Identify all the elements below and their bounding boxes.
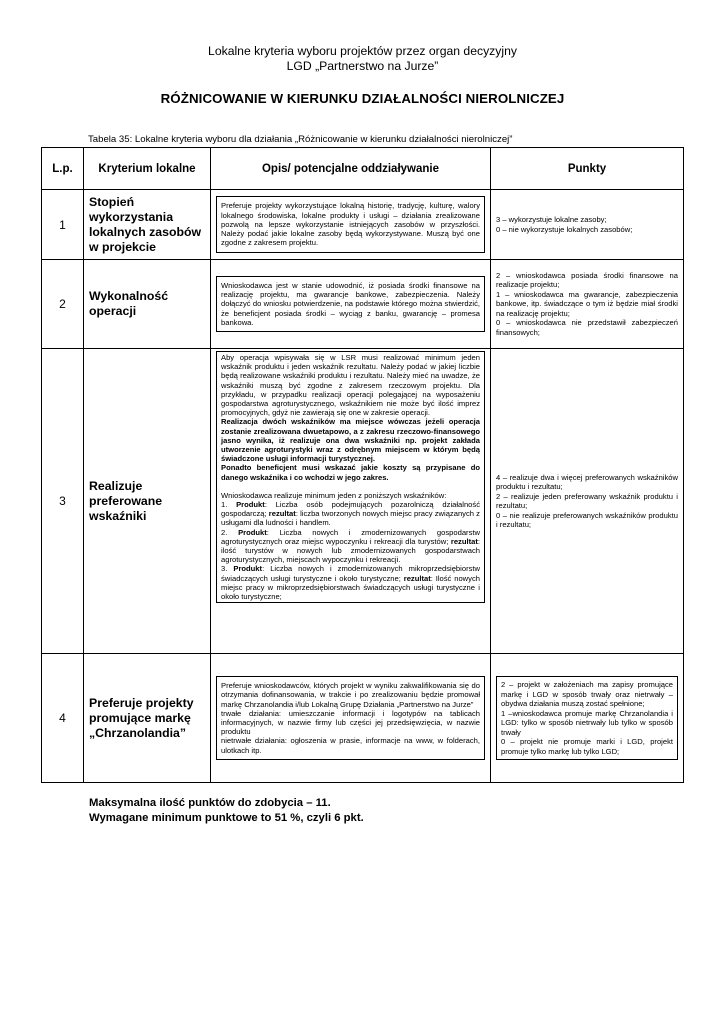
points-item: 1 –wnioskodawca promuje markę Chrzanolandia i LGD: tylko w sposób nietrwały lub tylko w sposób trwały [501,708,673,737]
table-header-row [42,148,684,190]
description-text: Preferuje wnioskodawców, których projekt w wyniku zakwalifikowania się do otrzymania dofinansowania, w trakcie i po zrealizowaniu będzie promował markę Chrzanolandia i/lub Lokalną Grupę Działania „Partnerstwo na Jurze” [221,681,480,709]
description-bold-2: Ponadto beneficjent musi wskazać jakie koszty są przypisane do danego wskaźnika i co wchodzi w jego zakres. [221,463,480,482]
description-text: trwałe działania: umieszczanie informacji i logotypów na tablicach informacyjnych, w nazwie firmy lub części jej przedsięwzięcia, w nazwie produktu [221,708,480,737]
row-description [211,190,491,260]
points-item: 0 – projekt nie promuje marki i LGD, projekt promuje tylko markę lub tylko LGD; [501,737,673,756]
header-lp: L.p. [42,148,84,190]
row-lp: 1 [42,190,84,260]
header-description: Opis/ potencjalne oddziaływanie [211,148,491,190]
table-row [42,349,684,654]
row-lp: 3 [42,349,84,654]
header-points: Punkty [491,148,684,190]
header-line-2: LGD „Partnerstwo na Jurze” [286,59,439,73]
points-item: 2 – projekt w założeniach ma zapisy promujące markę i LGD w sposób trwały oraz nietrwały – obydwa działania muszą zostać spełnione; [501,680,673,708]
points-item: 3 – wykorzystuje lokalne zasoby; [496,215,607,224]
page-title: RÓŻNICOWANIE W KIERUNKU DZIAŁALNOŚCI NIEROLNICZEJ [160,91,565,106]
points-item: 1 – wnioskodawca ma gwarancje, zabezpieczenia bankowe, itp. świadczące o tym iż będzie miał środki na realizację projektu; [496,289,678,318]
points-item: 0 – nie realizuje preferowanych wskaźników produktu i rezultatu; [496,510,678,529]
row-description [211,654,491,783]
row-points [491,190,684,260]
row-criterion: Preferuje projekty promujące markę „Chrzanolandia” [84,654,211,783]
description-intro: Aby operacja wpisywała się w LSR musi realizować minimum jeden wskaźnik produktu i jeden wskaźnik rezultatu. Należy podać w jakiej liczbie będą realizowane wskaźniki produktu i rezultatu. Należy mieć na uwadze, że wskaźniki muszą być zgodne z zakresem rzeczowym projektu. Dla przykładu, w przypadku realizacji operacji polegającej na wyposażeniu gospodarstwa agroturystycznego, wskaźnikiem nie może być ilość imprez promocyjnych, gdyż nie zawierają się one w zakresie operacji. [221,353,480,418]
row-criterion: Realizuje preferowane wskaźniki [84,349,211,654]
table-caption: Tabela 35: Lokalne kryteria wyboru dla działania „Różnicowanie w kierunku działalności nierolniczej” [88,134,513,145]
points-item: 0 – wnioskodawca nie przedstawił zabezpieczeń finansowych; [496,318,678,337]
description-text: Preferuje projekty wykorzystujące lokalną historię, tradycję, kulturę, walory lokalnego środowiska, lokalne produkty i usługi – działania zrealizowane pozwolą na lepsze wykorzystanie istniejących zasobów w przyszłości. Należy podać jakie lokalne zasoby będą wykorzystywane. Muszą być one zgodne z zakresem projektu. [221,201,480,248]
row-points [491,349,684,654]
table-row [42,654,684,783]
row-lp: 4 [42,654,84,783]
row-criterion: Wykonalność operacji [84,260,211,349]
indicator-item: 1. Produkt: Liczba osób podejmujących pozarolniczą działalność gospodarczą; rezultat: liczba tworzonych nowych miejsc pracy związanych z usługami dla ludności i handlem. [221,500,480,528]
header-criterion: Kryterium lokalne [84,148,211,190]
indicator-item: 2. Produkt: Liczba nowych i zmodernizowanych gospodarstw agroturystycznych oraz miejsc wypoczynku i rekreacji dla turystów; rezultat: ilość turystów w nowych lub zmodernizowanych gospodarstwach agroturystycznych, miejscach wypoczynku i rekreacji. [221,527,480,565]
description-bold-1: Realizacja dwóch wskaźników ma miejsce wówczas jeżeli operacja zostanie zrealizowana dwuetapowo, a z zakresu rzeczowo-finansowego jasno wynika, iż realizuje ona dwa wskaźniki np. projekt zakłada utworzenie agroturystyki wraz z odrębnym miejscem w którym będą świadczone usługi informacji turystycznej. [221,417,480,464]
description-text: Wnioskodawca jest w stanie udowodnić, iż posiada środki finansowe na realizację projektu, ma gwarancje bankowe, zabezpieczenia. Należy dołączyć do wniosku potwierdzenie, na podstawie którego można stwierdzić, że beneficjent posiada środki – wyciąg z banku, gwarancję – promesa bankowa. [221,280,480,327]
header-line-1: Lokalne kryteria wyboru projektów przez organ decyzyjny [208,44,517,58]
points-item: 4 – realizuje dwa i więcej preferowanych wskaźników produktu i rezultatu; [496,472,678,491]
points-item: 0 – nie wykorzystuje lokalnych zasobów; [496,224,633,234]
row-lp: 2 [42,260,84,349]
max-points-text: Maksymalna ilość punktów do zdobycia – 11. [89,797,331,809]
row-description [211,260,491,349]
summary-footer [89,796,364,826]
points-item: 2 – wnioskodawca posiada środki finansowe na realizacje projektu; [496,270,678,290]
row-points [491,654,684,783]
description-list-intro: Wnioskodawca realizuje minimum jeden z poniższych wskaźników: [221,490,447,500]
description-text: nietrwałe działania: ogłoszenia w prasie, informacje na www, w folderach, ulotkach itp. [221,736,480,755]
points-item: 2 – realizuje jeden preferowany wskaźnik produktu i rezultatu; [496,491,678,510]
table-row [42,260,684,349]
table-row [42,190,684,260]
row-points [491,260,684,349]
min-points-text: Wymagane minimum punktowe to 51 %, czyli 6 pkt. [89,812,364,824]
criteria-table [41,147,684,783]
row-description [211,349,491,654]
indicator-item: 3. Produkt: Liczba nowych i zmodernizowanych mikroprzedsiębiorstw świadczących usługi turystyczne i około turystyczne; rezultat: Ilość nowych miejsc pracy w mikroprzedsiębiorstwach świadczących usługi turystyczne i około turystyczne; [221,564,480,602]
row-criterion: Stopień wykorzystania lokalnych zasobów w projekcie [84,190,211,260]
